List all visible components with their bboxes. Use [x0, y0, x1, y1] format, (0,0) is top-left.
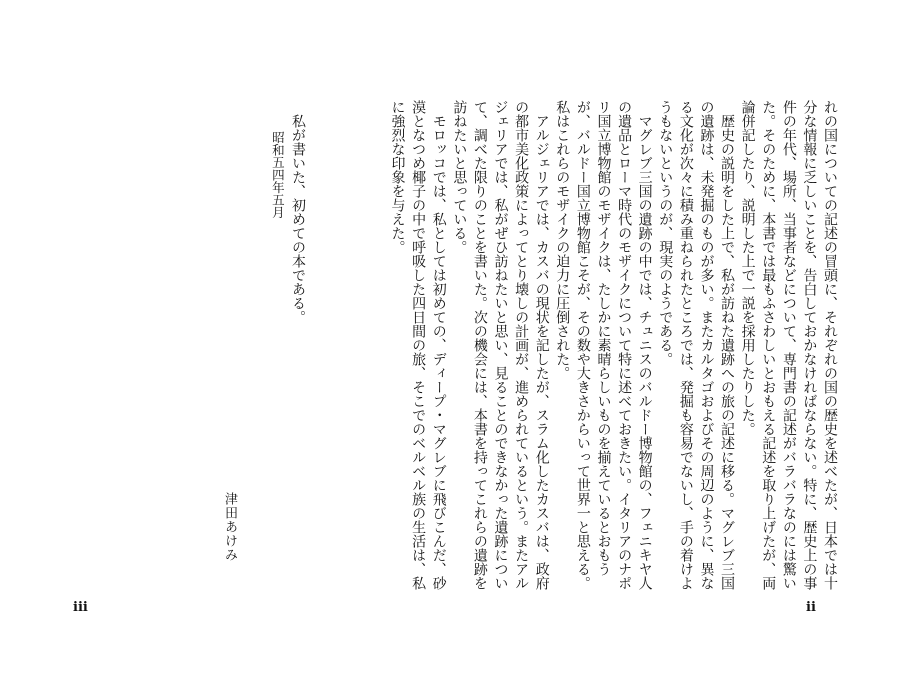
paragraph: 歴史の説明をした上で、私が訪ねた遺跡への旅の記述に移る。マグレブ三国の遺跡は、未発掘のものが多い。またカルタゴおよびその周辺のように、異なる文化が次々に積み重ねられたところでは、発掘も容易でないし、手の着けようもないというのが、現実のようである。 [657, 100, 736, 590]
paragraph: モロッコでは、私としては初めての、ディープ・マグレブに飛びこんだ、砂漠となつめ椰子の中で呼吸した四日間の旅、そこでのベルベル族の生活は、私に強烈な印象を与えた。 [389, 100, 447, 590]
signature-date: 昭和五四年五月 [270, 131, 286, 219]
paragraph: れの国についての記述の冒頭に、それぞれの国の歴史を述べたが、日本では十分な情報に乏しいことを、告白しておかなければならない。特に、歴史上の事件の年代、場所、当事者などについて、専門書の記述がバラバラなのには驚いた。そのために、本書では最もふさわしいとおもえる記述を取り上げたが、両論併記したり、説明した上で一説を採用したりした。 [739, 100, 838, 590]
paragraph: マグレブ三国の遺跡の中では、チュニスのバルドー博物館の、フェニキヤ人の遺品とローマ時代のモザイクについて特に述べておきたい。イタリアのナポリ国立博物館のモザイクは、たしかに素晴らしいものを揃えているとおもうが、バルドー国立博物館こそが、その数や大きさからいって世界一と思える。私はこれらのモザイクの迫力に圧倒された。 [554, 100, 653, 590]
page-number-right: ii [806, 600, 816, 615]
page-number-left: iii [73, 600, 88, 615]
author-name: 津田あけみ [222, 492, 237, 562]
closing-sentence: 私が書いた、初めての本である。 [290, 114, 306, 324]
paragraph: アルジェリアでは、カスバの現状を記したが、スラム化したカスバは、政府の都市美化政策によってとり壊しの計画が、進められているという。またアルジェリアでは、私がぜひ訪ねたいと思い、見ることのできなかった遺跡について、調べた限りのことを書いた。次の機会には、本書を持ってこれらの遺跡を訪ねたいと思っている。 [451, 100, 550, 590]
right-page-body [318, 100, 840, 595]
